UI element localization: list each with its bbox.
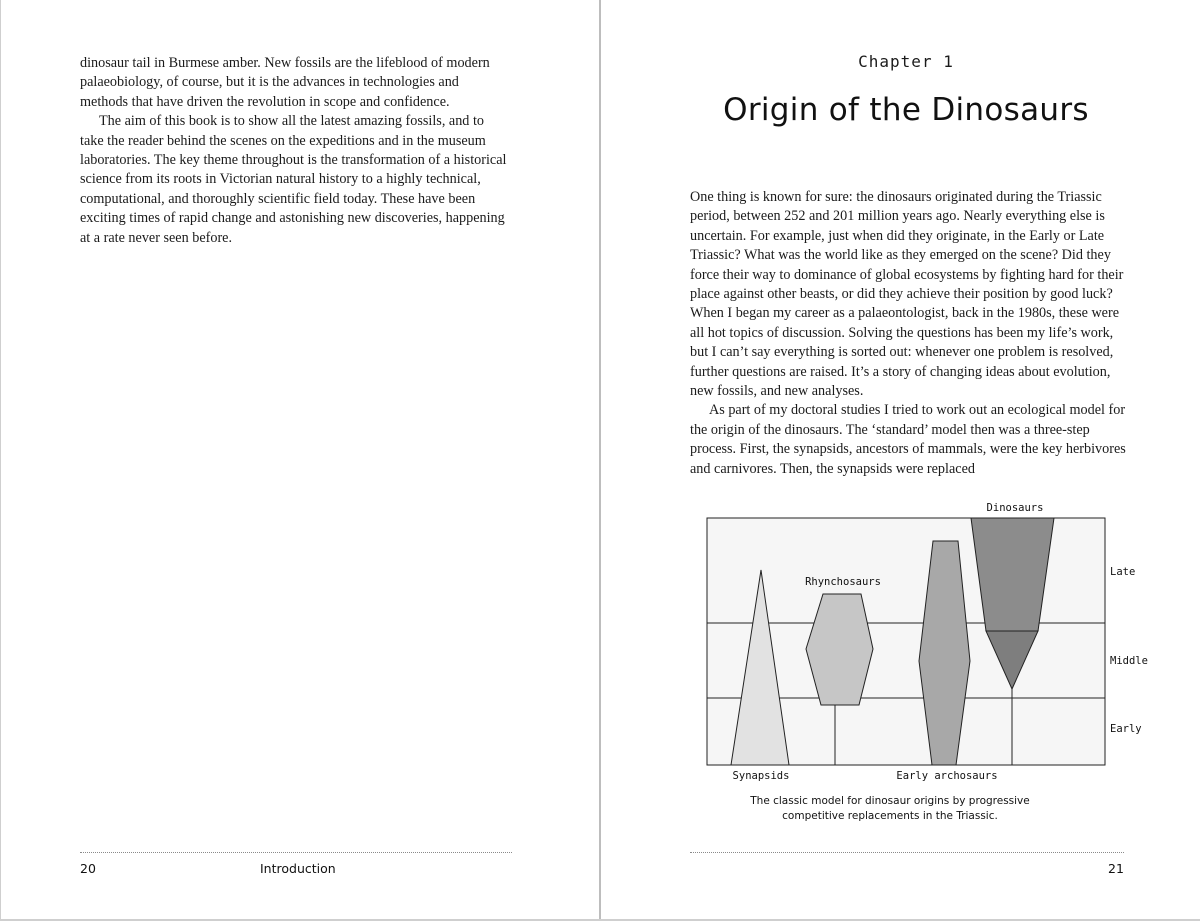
label-rhynchosaurs: Rhynchosaurs bbox=[805, 576, 881, 588]
chapter-title: Origin of the Dinosaurs bbox=[723, 92, 1089, 128]
label-early-archosaurs: Early archosaurs bbox=[896, 770, 998, 782]
right-page-body bbox=[690, 188, 1130, 479]
right-footer-rule bbox=[690, 852, 1124, 853]
running-head: Introduction bbox=[260, 861, 336, 876]
left-paragraph-1: dinosaur tail in Burmese amber. New fossils are the lifeblood of modern palaeobiology, of course, but it is the advances in technologies and methods that have driven the revolution in scope and confidence. bbox=[80, 55, 490, 110]
figure-caption bbox=[690, 794, 1090, 823]
label-synapsids: Synapsids bbox=[732, 770, 790, 782]
chapter-label: Chapter 1 bbox=[858, 52, 954, 71]
period-middle: Middle bbox=[1110, 655, 1148, 667]
right-paragraph-2: As part of my doctoral studies I tried to work out an ecological model for the origin of the dinosaurs. The ‘standard’ model then was a three-step process. First, the synapsids, ancestors of mammals, were the key herbivores and carnivores. Then, the synapsids were replaced bbox=[690, 402, 1126, 477]
right-page-number: 21 bbox=[1108, 861, 1124, 876]
caption-line-1: The classic model for dinosaur origins by progressive bbox=[750, 795, 1030, 807]
left-page-body bbox=[80, 54, 510, 248]
period-late: Late bbox=[1110, 566, 1136, 578]
diagram-svg bbox=[690, 496, 1170, 796]
left-page-number: 20 bbox=[80, 861, 96, 876]
dinosaur-origins-diagram bbox=[690, 496, 1170, 826]
right-paragraph-1: One thing is known for sure: the dinosaurs originated during the Triassic period, between 252 and 201 million years ago. Nearly everything else is uncertain. For example, just when did they originate, in the Early or Late Triassic? What was the world like as they emerged on the scene? Did they force their way to dominance of global ecosystems by fighting hard for their place against other beasts, or did they achieve their position by good luck? When I began my career as a palaeontologist, back in the 1980s, these were all hot topics of discussion. Solving the questions has been my life’s work, but I can’t say everything is sorted out: whenever one problem is resolved, further questions are raised. It’s a story of changing ideas about evolution, new fossils, and new analyses. bbox=[690, 189, 1124, 400]
left-paragraph-2: The aim of this book is to show all the latest amazing fossils, and to take the reader behind the scenes on the expeditions and in the museum laboratories. The key theme throughout is the transformation of a historical science from its roots in Victorian natural history to a highly technical, computational, and thoroughly scientific field today. These have been exciting times of rapid change and astonishing new discoveries, happening at a rate never seen before. bbox=[80, 113, 507, 246]
left-footer-rule bbox=[80, 852, 512, 853]
period-early: Early bbox=[1110, 723, 1142, 735]
caption-line-2: competitive replacements in the Triassic. bbox=[782, 809, 998, 822]
label-dinosaurs: Dinosaurs bbox=[986, 502, 1044, 514]
